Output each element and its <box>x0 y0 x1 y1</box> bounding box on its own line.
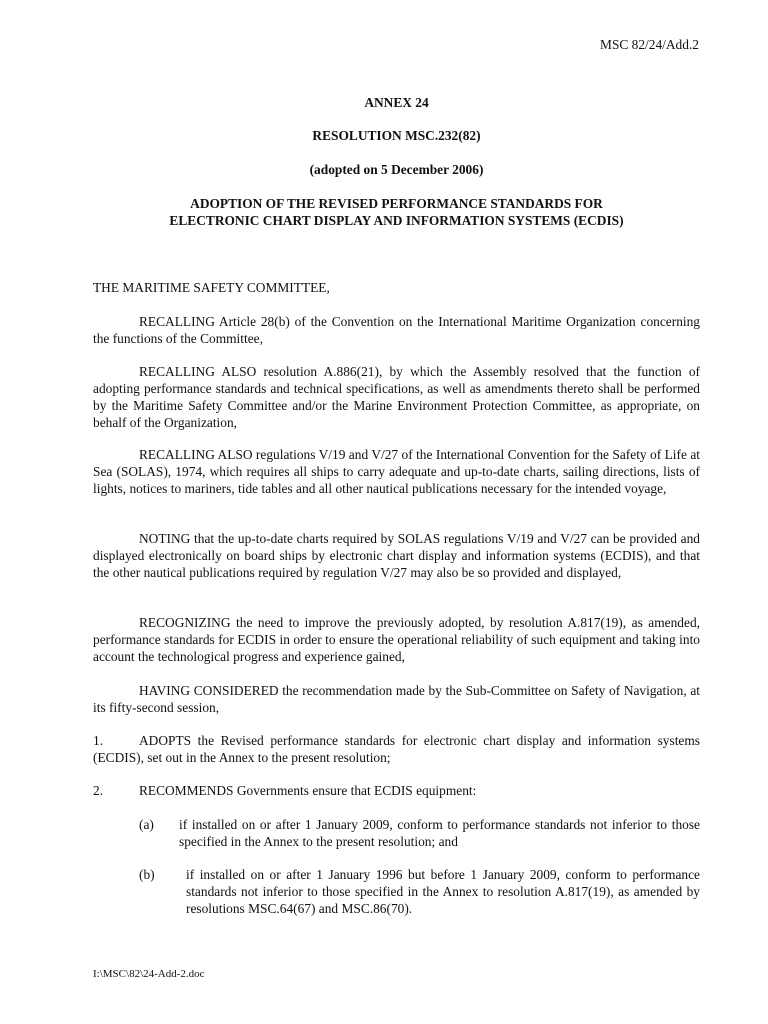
paragraph-recalling: RECALLING Article 28(b) of the Convention on the International Maritime Organization concerning the functions of the Committee, <box>93 314 700 346</box>
resolution-heading: RESOLUTION MSC.232(82) <box>312 128 481 143</box>
paragraph-recognizing: RECOGNIZING the need to improve the previously adopted, by resolution A.817(19), as amended, performance standards for ECDIS in order to ensure the operational reliability of such equipment and taking into account the technological progress and experience gained, <box>93 615 700 664</box>
paragraph-noting: NOTING that the up-to-date charts required by SOLAS regulations V/19 and V/27 can be provided and displayed electronically on board ships by electronic chart display and information systems (ECDIS), and that the other nautical publications required by regulation V/27 may also be so provided and displayed, <box>93 531 700 580</box>
subject-title-line-1: ADOPTION OF THE REVISED PERFORMANCE STANDARDS FOR <box>190 196 603 211</box>
subject-title <box>93 195 700 229</box>
annex-heading: ANNEX 24 <box>364 95 429 110</box>
paragraph-having-considered: HAVING CONSIDERED the recommendation made by the Sub-Committee on Safety of Navigation, at its fifty-second session, <box>93 683 700 715</box>
sub-item-a-label: (a) <box>139 817 154 832</box>
adopted-date: (adopted on 5 December 2006) <box>309 162 484 177</box>
sub-item-a <box>139 816 700 850</box>
item-1-number: 1. <box>93 733 104 748</box>
sub-item-a-text: if installed on or after 1 January 2009, conform to performance standards not inferior to those specified in the Annex to the present resolution; and <box>179 817 700 849</box>
item-2-number: 2. <box>93 783 104 798</box>
paragraph-recalling-also-1: RECALLING ALSO resolution A.886(21), by which the Assembly resolved that the function of adopting performance standards and technical specifications, as well as amendments thereto shall be performed by the Maritime Safety Committee and/or the Marine Environment Protection Committee, as appropriate, on behalf of the Organization, <box>93 364 700 430</box>
item-2-text: RECOMMENDS Governments ensure that ECDIS equipment: <box>139 783 477 798</box>
numbered-item-2 <box>93 782 700 799</box>
committee-heading: THE MARITIME SAFETY COMMITTEE, <box>93 280 330 295</box>
footer-file-path: I:\MSC\82\24-Add-2.doc <box>93 968 205 980</box>
subject-title-line-2: ELECTRONIC CHART DISPLAY AND INFORMATION SYSTEMS (ECDIS) <box>169 213 624 228</box>
sub-item-b <box>139 866 700 917</box>
sub-item-b-text: if installed on or after 1 January 1996 but before 1 January 2009, conform to performance standards not inferior to those specified in the Annex to resolution A.817(19), as amended by resolutions MSC.64(67) and MSC.86(70). <box>186 867 700 916</box>
sub-item-b-label: (b) <box>139 867 155 882</box>
document-reference: MSC 82/24/Add.2 <box>600 37 699 52</box>
item-1-text: ADOPTS the Revised performance standards for electronic chart display and information systems (ECDIS), set out in the Annex to the present resolution; <box>93 733 700 765</box>
paragraph-recalling-also-2: RECALLING ALSO regulations V/19 and V/27 of the International Convention for the Safety of Life at Sea (SOLAS), 1974, which requires all ships to carry adequate and up-to-date charts, sailing directions, lists of lights, notices to mariners, tide tables and all other nautical publications necessary for the intended voyage, <box>93 447 700 496</box>
numbered-item-1 <box>93 732 700 766</box>
